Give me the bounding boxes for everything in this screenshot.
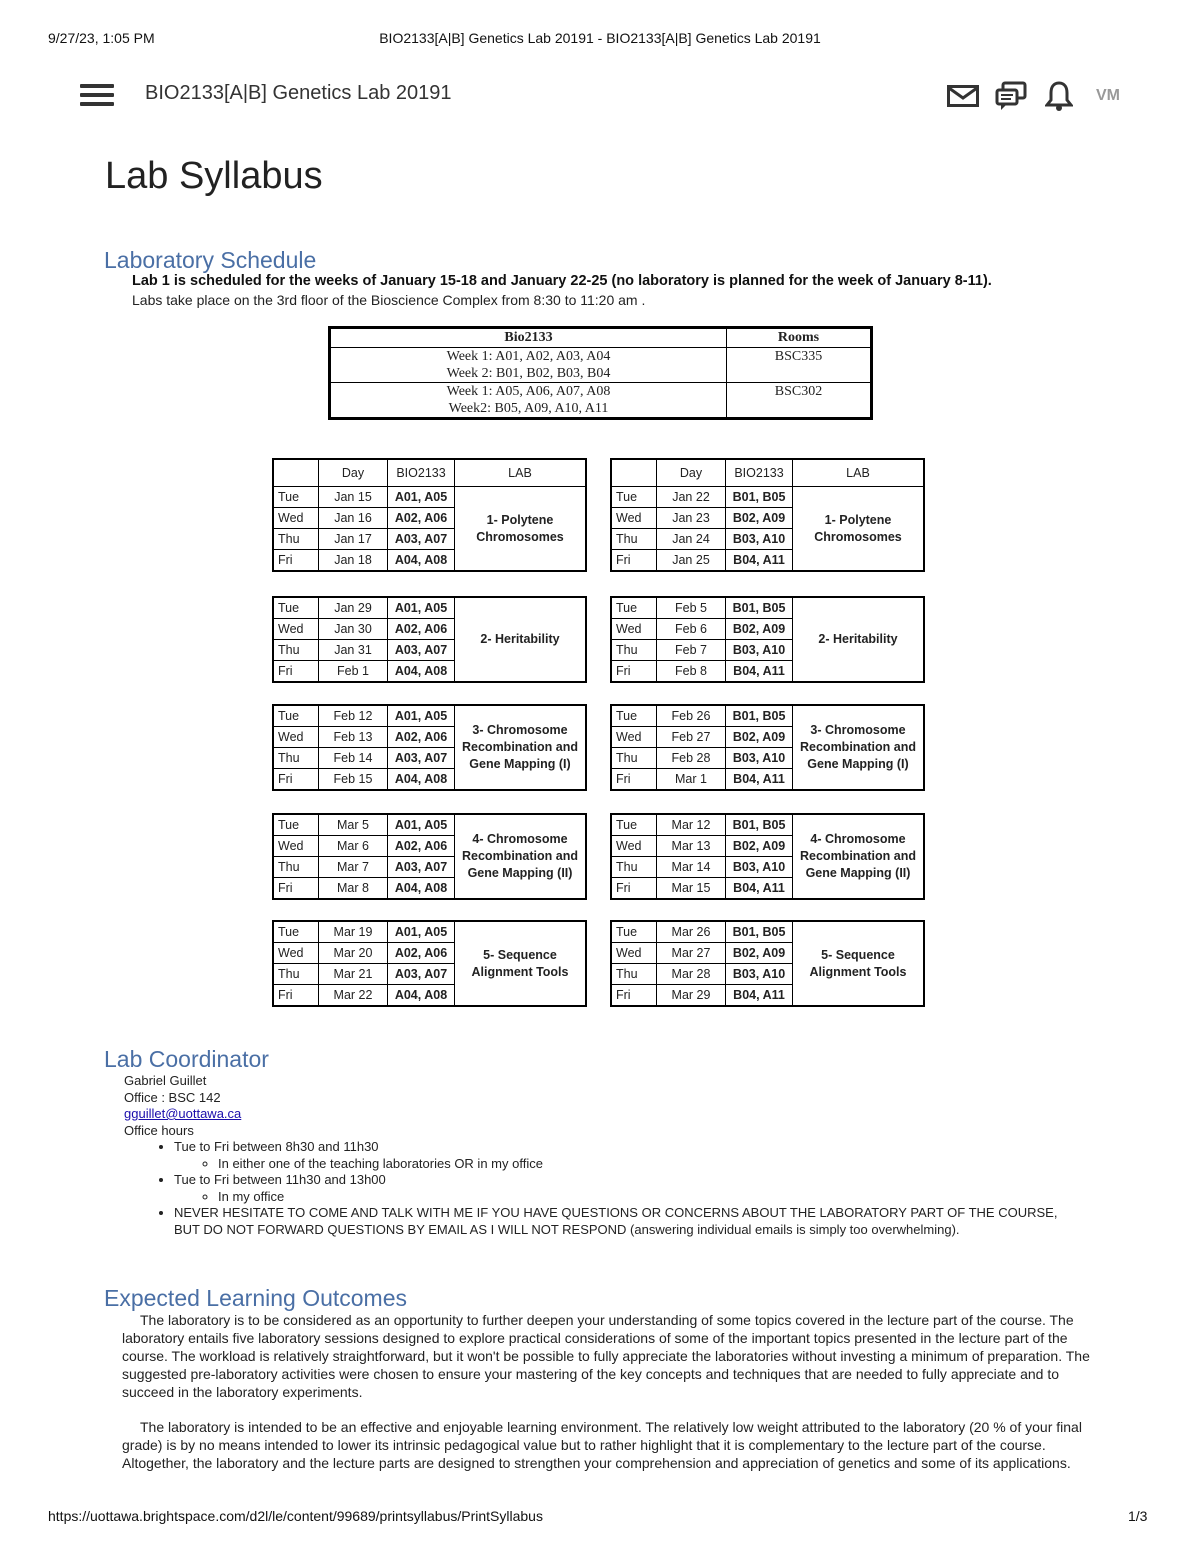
schedule-grp: B03, A10 <box>726 857 793 878</box>
schedule-day: Thu <box>273 748 319 769</box>
schedule-day: Fri <box>273 769 319 791</box>
schedule-date: Mar 28 <box>657 964 726 985</box>
bell-icon[interactable] <box>1042 80 1076 112</box>
rooms-room: BSC335 <box>727 348 872 383</box>
menu-icon[interactable] <box>80 84 114 108</box>
coordinator-name: Gabriel Guillet <box>124 1073 207 1088</box>
schedule-grp: B03, A10 <box>726 964 793 985</box>
schedule-day: Fri <box>611 985 657 1007</box>
schedule-date: Feb 27 <box>657 727 726 748</box>
schedule-date: Feb 1 <box>319 661 388 683</box>
schedule-day: Fri <box>273 661 319 683</box>
schedule-date: Feb 13 <box>319 727 388 748</box>
schedule-date: Mar 7 <box>319 857 388 878</box>
avatar[interactable]: VM <box>1096 87 1120 104</box>
schedule-day: Wed <box>273 727 319 748</box>
schedule-day: Fri <box>611 550 657 572</box>
schedule-day: Thu <box>611 857 657 878</box>
schedule-date: Jan 30 <box>319 619 388 640</box>
schedule-day: Tue <box>611 487 657 508</box>
schedule-day: Tue <box>273 487 319 508</box>
schedule-day: Fri <box>611 661 657 683</box>
lab-title: 3- Chromosome Recombination and Gene Mapping (I) <box>793 705 925 790</box>
coordinator-email-link[interactable]: gguillet@uottawa.ca <box>124 1106 242 1121</box>
lab-title: 1- Polytene Chromosomes <box>793 487 925 572</box>
schedule-grp: A03, A07 <box>388 640 455 661</box>
list-item: ◦ In my office <box>218 1189 1084 1206</box>
outcomes-paragraph: The laboratory is to be considered as an opportunity to further deepen your understanding of some topics covered in the lecture part of the course. The laboratory entails five laboratory sessions designed to explore practical considerations of some of the important topics presented in the lecture part of the course. The workload is relatively straightforward, but it won't be possible to fully appreciate the laboratories without investing a minimum of preparation. The suggested pre-laboratory activities were chosen to ensure your mastering of the key concepts and techniques that are needed to fully appreciate and to succeed in the laboratory experiments. <box>122 1312 1090 1400</box>
schedule-grp: B02, A09 <box>726 619 793 640</box>
schedule-day: Fri <box>273 878 319 900</box>
lab-title: 5- Sequence Alignment Tools <box>455 921 587 1006</box>
schedule-day: Thu <box>273 857 319 878</box>
list-item <box>174 1139 1084 1172</box>
schedule-day: Fri <box>611 878 657 900</box>
schedule-date: Jan 29 <box>319 597 388 619</box>
schedule-date: Feb 28 <box>657 748 726 769</box>
schedule-grp: A02, A06 <box>388 619 455 640</box>
schedule-grp: A04, A08 <box>388 769 455 791</box>
schedule-date: Jan 18 <box>319 550 388 572</box>
table-row <box>611 921 924 943</box>
schedule-table <box>610 920 925 1007</box>
mail-icon[interactable] <box>946 80 980 112</box>
schedule-grp: B04, A11 <box>726 878 793 900</box>
schedule-date: Mar 21 <box>319 964 388 985</box>
header-blank <box>611 459 657 487</box>
lab-title: 3- Chromosome Recombination and Gene Mapping (I) <box>455 705 587 790</box>
schedule-day: Thu <box>273 529 319 550</box>
schedule-table <box>610 596 925 683</box>
outcomes-text <box>122 1311 1097 1489</box>
schedule-date: Feb 15 <box>319 769 388 791</box>
course-navbar <box>80 78 1120 114</box>
header-blank <box>273 459 319 487</box>
chat-icon[interactable] <box>994 80 1028 112</box>
schedule-day: Wed <box>273 836 319 857</box>
schedule-grp: A01, A05 <box>388 814 455 836</box>
rooms-table <box>328 326 873 420</box>
schedule-date: Mar 29 <box>657 985 726 1007</box>
schedule-date: Mar 19 <box>319 921 388 943</box>
schedule-grp: A04, A08 <box>388 985 455 1007</box>
schedule-table <box>610 704 925 791</box>
schedule-grp: A04, A08 <box>388 878 455 900</box>
schedule-table <box>610 458 925 572</box>
schedule-date: Jan 15 <box>319 487 388 508</box>
schedule-date: Feb 7 <box>657 640 726 661</box>
schedule-date: Feb 14 <box>319 748 388 769</box>
table-row <box>273 597 586 619</box>
schedule-day: Tue <box>273 814 319 836</box>
rooms-header-course: Bio2133 <box>330 328 727 348</box>
table-row <box>611 705 924 727</box>
schedule-day: Wed <box>273 943 319 964</box>
schedule-day: Fri <box>611 769 657 791</box>
schedule-date: Jan 16 <box>319 508 388 529</box>
rooms-group-line: Week 1: A01, A02, A03, A04 <box>446 349 611 364</box>
rooms-group-line: Week 1: A05, A06, A07, A08 <box>446 384 611 399</box>
schedule-date: Feb 6 <box>657 619 726 640</box>
outcomes-paragraph: The laboratory is intended to be an effective and enjoyable learning environment. The relatively low weight attributed to the laboratory (20 % of your final grade) is by no means intended to lower its intrinsic pedagogical value but to rather highlight that it is complementary to the lecture part of the course. Altogether, the laboratory and the lecture parts are designed to strengthen your comprehension and appreciation of genetics and some of its applications. <box>122 1419 1082 1471</box>
schedule-grp: B01, B05 <box>726 487 793 508</box>
schedule-day: Wed <box>611 943 657 964</box>
schedule-day: Thu <box>273 964 319 985</box>
schedule-date: Jan 25 <box>657 550 726 572</box>
schedule-grp: B03, A10 <box>726 529 793 550</box>
schedule-date: Mar 13 <box>657 836 726 857</box>
table-header: BIO2133 <box>726 459 793 487</box>
print-url: https://uottawa.brightspace.com/d2l/le/content/99689/printsyllabus/PrintSyllabus <box>48 1508 543 1524</box>
table-header: Day <box>319 459 388 487</box>
print-title: BIO2133[A|B] Genetics Lab 20191 - BIO2133[A|B] Genetics Lab 20191 <box>379 30 821 46</box>
schedule-day: Tue <box>611 921 657 943</box>
schedule-date: Mar 1 <box>657 769 726 791</box>
lab-title: 2- Heritability <box>455 597 587 682</box>
schedule-day: Tue <box>611 705 657 727</box>
schedule-day: Wed <box>273 619 319 640</box>
rooms-room: BSC302 <box>727 383 872 419</box>
schedule-grp: A01, A05 <box>388 921 455 943</box>
table-header: Day <box>657 459 726 487</box>
rooms-groups <box>330 383 727 419</box>
schedule-day: Wed <box>273 508 319 529</box>
schedule-grp: A03, A07 <box>388 748 455 769</box>
schedule-day: Wed <box>611 727 657 748</box>
table-header: LAB <box>455 459 587 487</box>
schedule-date: Mar 26 <box>657 921 726 943</box>
schedule-date: Jan 22 <box>657 487 726 508</box>
schedule-day: Wed <box>611 836 657 857</box>
schedule-date: Jan 31 <box>319 640 388 661</box>
schedule-date: Mar 15 <box>657 878 726 900</box>
schedule-grp: B03, A10 <box>726 640 793 661</box>
rooms-groups <box>330 348 727 383</box>
schedule-date: Mar 27 <box>657 943 726 964</box>
nav-icons <box>932 78 1120 114</box>
table-row <box>273 705 586 727</box>
schedule-grp: B02, A09 <box>726 508 793 529</box>
lab-title: 2- Heritability <box>793 597 925 682</box>
schedule-grp: B01, B05 <box>726 597 793 619</box>
table-row <box>273 814 586 836</box>
schedule-grp: A04, A08 <box>388 661 455 683</box>
lab-title: 5- Sequence Alignment Tools <box>793 921 925 1006</box>
lab-title: 4- Chromosome Recombination and Gene Mapping (II) <box>455 814 587 899</box>
schedule-date: Mar 5 <box>319 814 388 836</box>
office-hours-text: Tue to Fri between 11h30 and 13h00 <box>174 1172 386 1187</box>
schedule-grp: B01, B05 <box>726 705 793 727</box>
schedule-grp: A02, A06 <box>388 836 455 857</box>
table-header: LAB <box>793 459 925 487</box>
schedule-date: Mar 22 <box>319 985 388 1007</box>
schedule-day: Fri <box>273 985 319 1007</box>
schedule-intro: Labs take place on the 3rd floor of the Bioscience Complex from 8:30 to 11:20 am . <box>132 292 646 308</box>
office-hours-label: Office hours <box>124 1122 194 1138</box>
coordinator-info <box>124 1073 1084 1238</box>
schedule-day: Fri <box>273 550 319 572</box>
table-header: BIO2133 <box>388 459 455 487</box>
schedule-date: Feb 8 <box>657 661 726 683</box>
office-hours-list <box>124 1139 1084 1238</box>
schedule-grp: A02, A06 <box>388 508 455 529</box>
schedule-table <box>272 596 587 683</box>
table-row <box>273 487 586 508</box>
schedule-grp: A04, A08 <box>388 550 455 572</box>
schedule-date: Mar 20 <box>319 943 388 964</box>
schedule-day: Wed <box>611 508 657 529</box>
schedule-table <box>272 704 587 791</box>
rooms-group-line: Week2: B05, A09, A10, A11 <box>448 401 609 416</box>
schedule-day: Thu <box>611 640 657 661</box>
schedule-day: Thu <box>611 529 657 550</box>
schedule-date: Mar 8 <box>319 878 388 900</box>
coordinator-heading: Lab Coordinator <box>104 1046 269 1072</box>
list-item: ◦ In either one of the teaching laboratories OR in my office <box>218 1156 1084 1173</box>
table-row <box>611 487 924 508</box>
office-hours-text: Tue to Fri between 8h30 and 11h30 <box>174 1139 379 1154</box>
schedule-grp: B02, A09 <box>726 836 793 857</box>
schedule-heading: Laboratory Schedule <box>104 247 317 273</box>
schedule-date: Mar 12 <box>657 814 726 836</box>
coordinator-office: Office : BSC 142 <box>124 1089 221 1105</box>
schedule-grp: B02, A09 <box>726 943 793 964</box>
schedule-day: Tue <box>273 597 319 619</box>
schedule-grp: B01, B05 <box>726 814 793 836</box>
table-row <box>611 597 924 619</box>
schedule-grp: A02, A06 <box>388 727 455 748</box>
schedule-table <box>610 813 925 900</box>
schedule-grp: A01, A05 <box>388 487 455 508</box>
lab-title: 1- Polytene Chromosomes <box>455 487 587 572</box>
schedule-grp: A01, A05 <box>388 597 455 619</box>
schedule-day: Thu <box>611 964 657 985</box>
schedule-date: Mar 14 <box>657 857 726 878</box>
schedule-grp: B03, A10 <box>726 748 793 769</box>
list-item <box>174 1172 1084 1205</box>
schedule-day: Tue <box>273 921 319 943</box>
schedule-grp: B02, A09 <box>726 727 793 748</box>
schedule-grp: A03, A07 <box>388 964 455 985</box>
print-page-number: 1/3 <box>1128 1508 1148 1524</box>
rooms-header-rooms: Rooms <box>727 328 872 348</box>
coordinator-notice: • NEVER HESITATE TO COME AND TALK WITH ME IF YOU HAVE QUESTIONS OR CONCERNS ABOUT THE LABORATORY PART OF THE COURSE, BUT DO NOT FORWARD QUESTIONS BY EMAIL AS I WILL NOT RESPOND (answering individual emails is simply too overwhelming). <box>174 1205 1084 1238</box>
schedule-grp: A03, A07 <box>388 857 455 878</box>
schedule-date: Feb 5 <box>657 597 726 619</box>
print-datetime: 9/27/23, 1:05 PM <box>48 30 155 46</box>
schedule-grp: B04, A11 <box>726 985 793 1007</box>
table-row <box>273 921 586 943</box>
schedule-grp: A03, A07 <box>388 529 455 550</box>
schedule-day: Thu <box>611 748 657 769</box>
schedule-day: Thu <box>273 640 319 661</box>
schedule-grp: B01, B05 <box>726 921 793 943</box>
schedule-day: Wed <box>611 619 657 640</box>
schedule-grp: B04, A11 <box>726 661 793 683</box>
schedule-date: Mar 6 <box>319 836 388 857</box>
schedule-table <box>272 813 587 900</box>
lab-title: 4- Chromosome Recombination and Gene Mapping (II) <box>793 814 925 899</box>
schedule-date: Feb 12 <box>319 705 388 727</box>
schedule-intro-bold: Lab 1 is scheduled for the weeks of January 15-18 and January 22-25 (no laboratory is planned for the week of January 8-11). <box>132 273 992 289</box>
schedule-table <box>272 920 587 1007</box>
schedule-date: Jan 17 <box>319 529 388 550</box>
schedule-day: Tue <box>273 705 319 727</box>
schedule-grp: A01, A05 <box>388 705 455 727</box>
page-title: Lab Syllabus <box>105 155 323 197</box>
schedule-grp: B04, A11 <box>726 769 793 791</box>
schedule-day: Tue <box>611 814 657 836</box>
schedule-date: Feb 26 <box>657 705 726 727</box>
schedule-grp: A02, A06 <box>388 943 455 964</box>
rooms-group-line: Week 2: B01, B02, B03, B04 <box>446 366 611 381</box>
schedule-grp: B04, A11 <box>726 550 793 572</box>
schedule-date: Jan 24 <box>657 529 726 550</box>
schedule-date: Jan 23 <box>657 508 726 529</box>
schedule-table <box>272 458 587 572</box>
schedule-day: Tue <box>611 597 657 619</box>
course-title[interactable]: BIO2133[A|B] Genetics Lab 20191 <box>145 82 452 104</box>
table-row <box>611 814 924 836</box>
outcomes-heading: Expected Learning Outcomes <box>104 1285 408 1311</box>
